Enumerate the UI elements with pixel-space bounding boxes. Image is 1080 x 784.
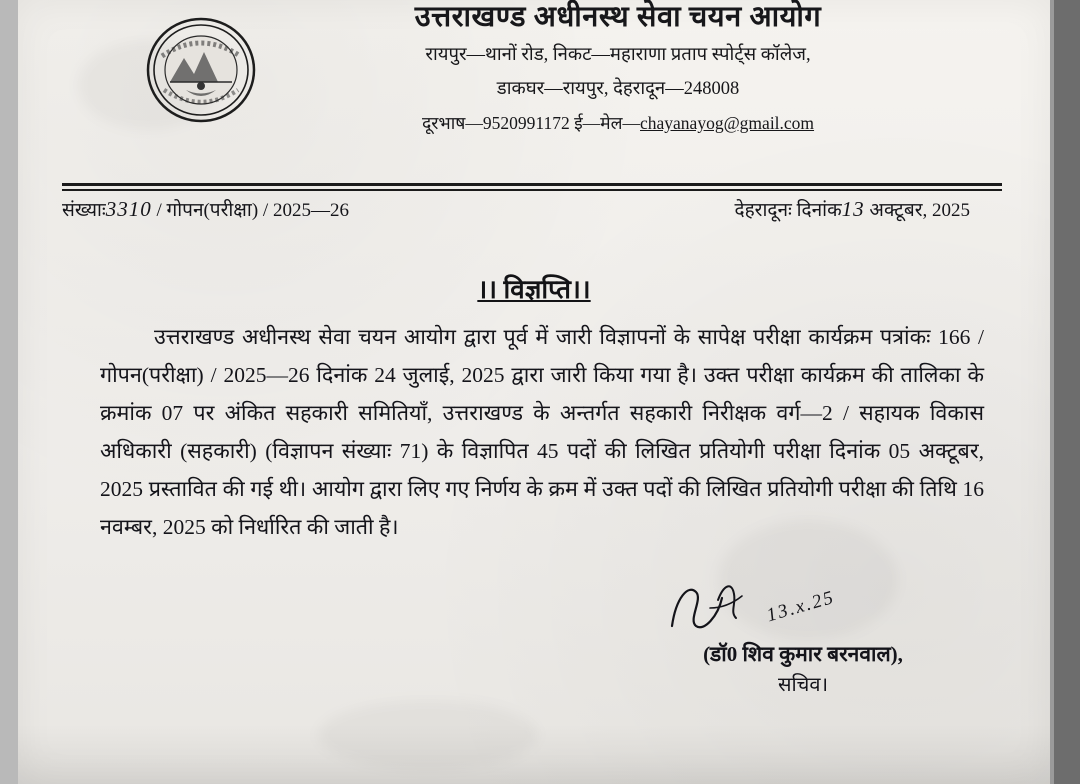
date-month-year: अक्टूबर, 2025 xyxy=(869,200,970,221)
address-line-2: डाकघर—रायपुर, देहरादून—248008 xyxy=(496,79,740,100)
reference-row xyxy=(62,196,1002,222)
body-paragraph: उत्तराखण्ड अधीनस्थ सेवा चयन आयोग द्वारा पूर्व में जारी विज्ञापनों के सापेक्ष परीक्षा कार्यक्रम पत्रांकः 166 / गोपन(परीक्षा) / 2025—26 दिनांक 24 जुलाई, 2025 द्वारा जारी किया गया है। उक्त परीक्षा कार्यक्रम की तालिका के क्रमांक 07 पर अंकित सहकारी समितियाँ, उत्तराखण्ड के अन्तर्गत सहकारी निरीक्षक वर्ग—2 / सहायक विकास अधिकारी (सहकारी) (विज्ञापन संख्याः 71) के विज्ञापित 45 पदों की लिखित प्रतियोगी परीक्षा दिनांक 05 अक्टूबर, 2025 प्रस्तावित की गई थी। आयोग द्वारा लिए गए निर्णय के क्रम में उक्त पदों की लिखित प्रतियोगी परीक्षा की तिथि 16 नवम्बर, 2025 को निर्धारित की जाती है। xyxy=(100,325,984,539)
signatory-name: (डॉ0 शिव कुमार बरनवाल), xyxy=(703,642,903,666)
contact-line xyxy=(268,110,968,137)
document-title-text: ।। विज्ञप्ति।। xyxy=(477,275,591,304)
email-address: chayanayog@gmail.com xyxy=(640,113,815,134)
document-title xyxy=(18,270,1050,306)
contact-prefix: दूरभाष—9520991172 ई—मेल— xyxy=(421,113,640,134)
place-date-label: देहरादूनः दिनांक xyxy=(734,200,842,221)
background-strip-dark xyxy=(1054,0,1080,784)
document-body xyxy=(100,318,984,546)
reference-number xyxy=(62,196,349,222)
header-divider xyxy=(62,183,1002,191)
letterhead xyxy=(268,0,968,137)
divider-thin xyxy=(62,189,1002,191)
date-day-handwritten: 13 xyxy=(841,197,865,221)
signature-date-handwritten: 13.x.25 xyxy=(764,586,838,627)
reference-label: संख्याः xyxy=(62,200,106,221)
document-paper xyxy=(18,0,1050,784)
address-line-1: रायपुर—थानों रोड, निकट—महाराणा प्रताप स्पोर्ट्स कॉलेज, xyxy=(425,44,811,65)
signature-mark xyxy=(638,578,968,638)
place-and-date xyxy=(735,196,1003,222)
signatory-designation: सचिव। xyxy=(777,674,829,696)
government-emblem-icon xyxy=(146,16,256,124)
reference-number-handwritten: 3310 xyxy=(105,197,152,221)
organization-name: उत्तराखण्ड अधीनस्थ सेवा चयन आयोग xyxy=(414,1,822,33)
signature-block xyxy=(638,578,968,697)
scan-blotch xyxy=(318,700,538,770)
reference-suffix: / गोपन(परीक्षा) / 2025—26 xyxy=(156,200,349,221)
divider-thick xyxy=(62,183,1002,186)
